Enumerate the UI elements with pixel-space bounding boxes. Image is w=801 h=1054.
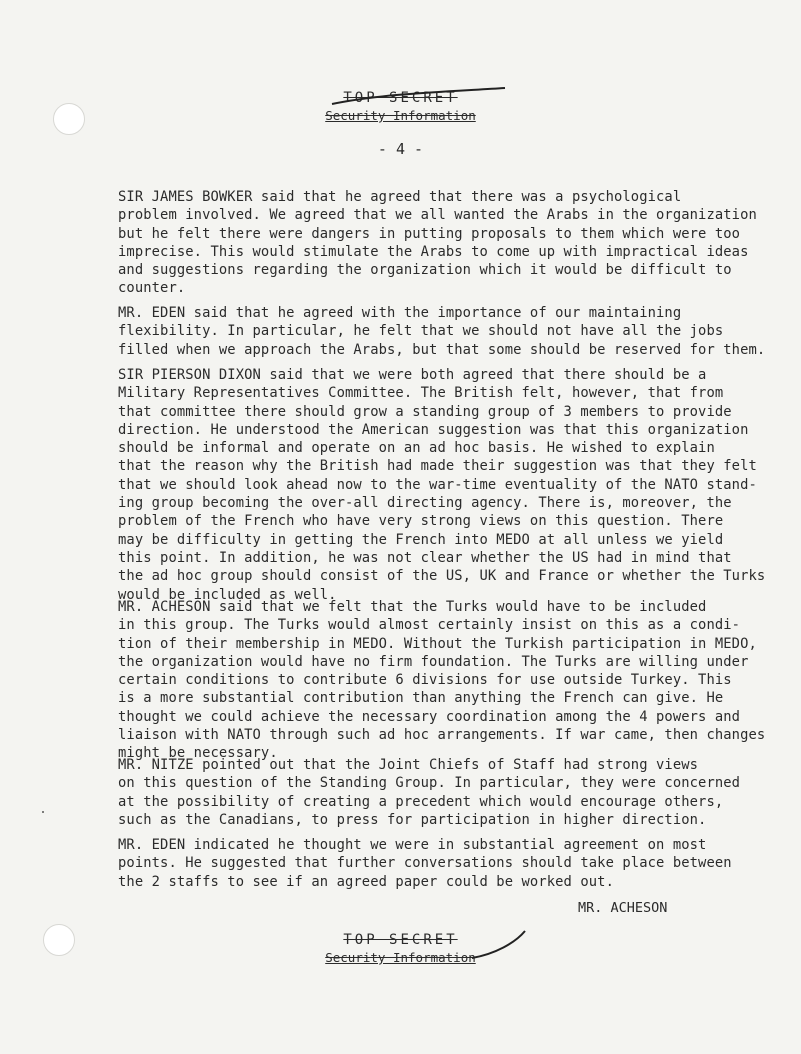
classification-top: TOP SECRET xyxy=(343,932,458,948)
paragraph-dixon: SIR PIERSON DIXON said that we were both agreed that there should be a Military Representatives Committee. The British felt, however, that from that committee there should grow a standing group of 3 members to provide direction. He understood the American suggestion was that this organization should be informal and operate on an ad hoc basis. He wished to explain that the reason why the British had made their suggestion was that they felt that we should look ahead now to the war-time eventuality of the NATO stand- ing group becoming the over-all directing agency. There is, moreover, the problem of the French who have very strong views on this question. There may be difficulty in getting the French into MEDO at all unless we yield this point. In addition, he was not clear whether the US had in mind that the ad hoc group should consist of the US, UK and France or whether the Turks would be included as well. xyxy=(118,367,766,603)
pen-strike-mark xyxy=(470,928,530,968)
paragraph-bowker: SIR JAMES BOWKER said that he agreed that there was a psychological problem involved. We agreed that we all wanted the Arabs in the organization but he felt there were dangers in putting proposals to them which were too imprecise. This would stimulate the Arabs to come up with impractical ideas and suggestions regarding the organization which it would be difficult to counter. xyxy=(118,189,757,297)
page-number: - 4 - xyxy=(377,140,424,158)
footer-classification xyxy=(0,932,801,966)
speaker-signature: MR. ACHESON xyxy=(578,900,668,916)
classification-bottom: Security Information xyxy=(325,108,476,123)
paragraph-acheson: MR. ACHESON said that we felt that the Turks would have to be included in this group. The Turks would almost certainly insist on this as a condi- tion of their membership in MEDO. Without the Turkish participation in MEDO, the organization would have no firm foundation. The Turks are willing under certain conditions to contribute 6 divisions for use outside Turkey. This is a more substantial contribution than anything the French can give. He thought we could achieve the necessary coordination among the 4 powers and liaison with NATO through such ad hoc arrangements. If war came, then changes might be necessary. xyxy=(118,599,766,762)
paragraph-nitze: MR. NITZE pointed out that the Joint Chiefs of Staff had strong views on this question of the Standing Group. In particular, they were concerned at the possibility of creating a precedent which would encourage others, such as the Canadians, to press for participation in higher direction. xyxy=(118,757,741,828)
classification-bottom: Security Information xyxy=(325,950,476,965)
paragraph-eden-1: MR. EDEN said that he agreed with the importance of our maintaining flexibility. In particular, he felt that we should not have all the jobs filled when we approach the Arabs, but that some should be reserved for them. xyxy=(118,305,766,358)
classification-top: TOP SECRET xyxy=(343,90,458,106)
pen-strike-mark xyxy=(330,84,510,114)
paragraph-eden-2: MR. EDEN indicated he thought we were in substantial agreement on most points. He suggested that further conversations should take place between the 2 staffs to see if an agreed paper could be worked out. xyxy=(118,837,732,890)
ink-speck xyxy=(42,811,44,813)
